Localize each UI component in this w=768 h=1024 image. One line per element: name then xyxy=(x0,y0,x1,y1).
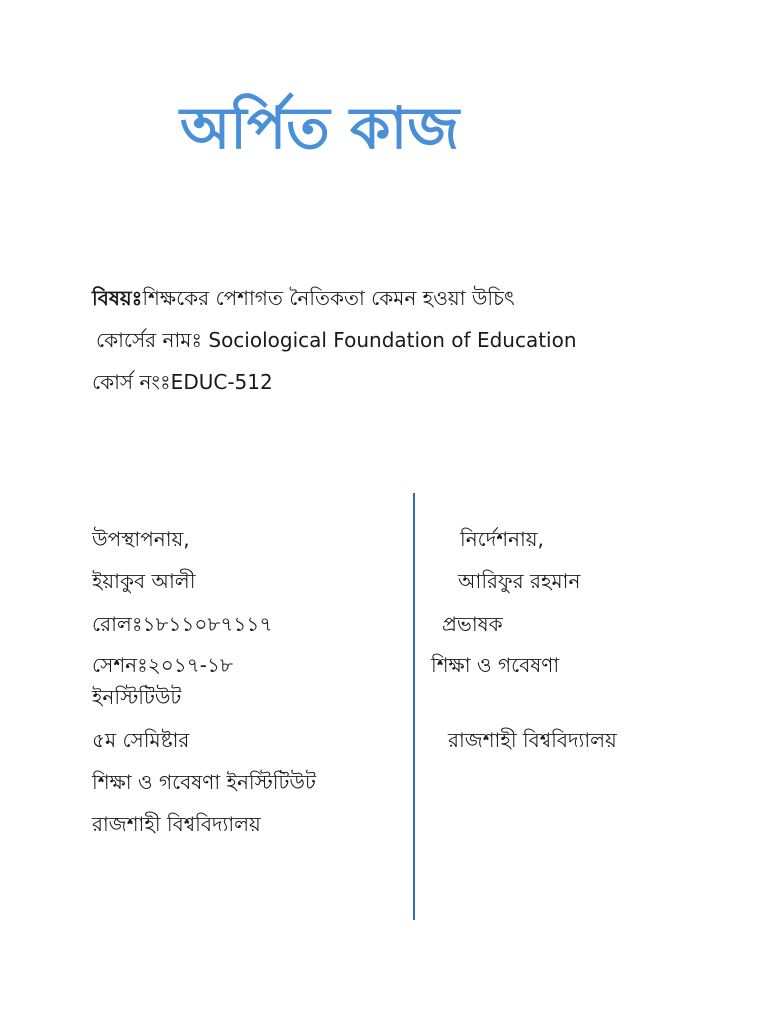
course-name: কোর্সের নামঃ Sociological Foundation of Education xyxy=(96,328,577,352)
supervisor-heading: নির্দেশনায়, xyxy=(460,527,544,551)
supervisor-designation: প্রভাষক xyxy=(442,612,503,636)
presenter-institute: শিক্ষা ও গবেষণা ইনস্টিটিউট xyxy=(92,770,316,794)
subject-line xyxy=(92,284,515,312)
presenter-semester: ৫ম সেমিষ্টার xyxy=(92,728,190,752)
presenter-roll: রোলঃ১৮১১০৮৭১১৭ xyxy=(92,612,273,636)
supervisor-name: আরিফুর রহমান xyxy=(458,569,581,593)
subject-label: বিষয়ঃ xyxy=(92,286,143,310)
course-number: কোর্স নংঃEDUC-512 xyxy=(92,370,273,394)
presenter-session-wrap: ইনস্টিটিউট xyxy=(92,685,182,709)
subject-value: শিক্ষকের পেশাগত নৈতিকতা কেমন হওয়া উচিৎ xyxy=(142,286,515,310)
presenter-heading: উপস্থাপনায়, xyxy=(92,527,190,551)
column-divider xyxy=(413,493,415,920)
presenter-session: সেশনঃ২০১৭-১৮ xyxy=(92,653,233,677)
presenter-university: রাজশাহী বিশ্ববিদ্যালয় xyxy=(92,812,261,836)
supervisor-university: রাজশাহী বিশ্ববিদ্যালয় xyxy=(448,728,617,752)
presenter-name: ইয়াকুব আলী xyxy=(92,569,196,593)
supervisor-department: শিক্ষা ও গবেষণা xyxy=(431,653,560,677)
page-title: অর্পিত কাজ xyxy=(180,94,460,162)
